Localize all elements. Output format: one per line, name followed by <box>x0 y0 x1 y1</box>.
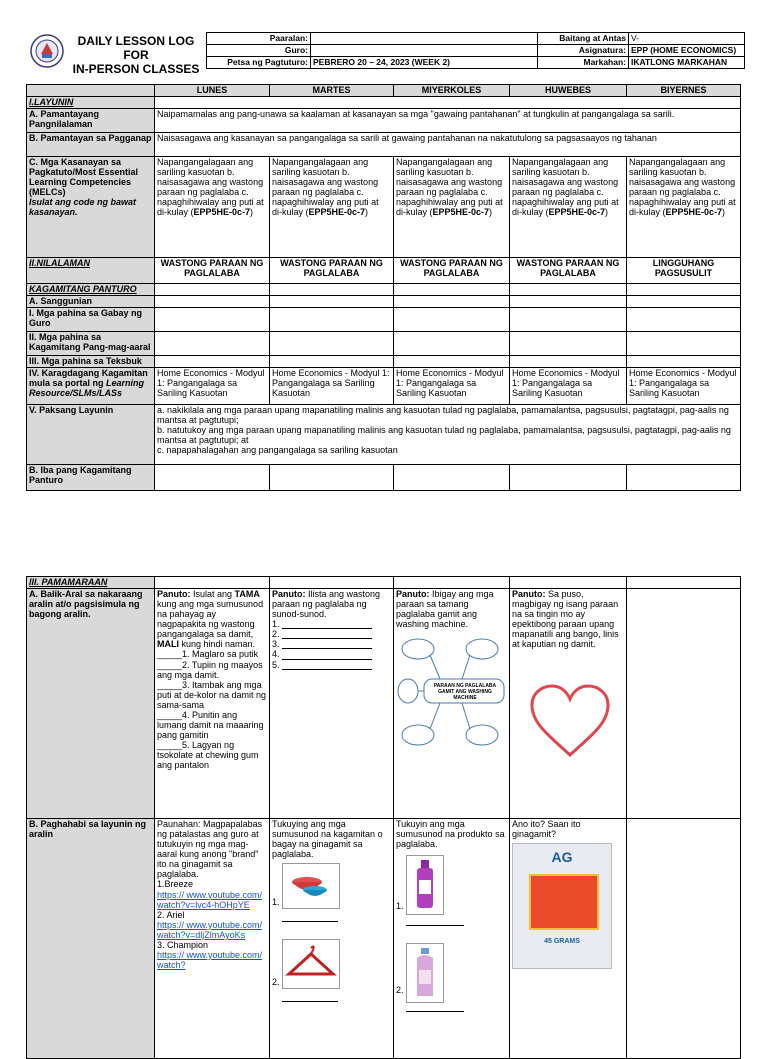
hanger-icon <box>282 939 340 989</box>
answer-line <box>282 630 372 639</box>
melc-close: ) <box>722 207 726 218</box>
karagdagang-label-text: IV. Karagdagang Kagamitan mula sa portal ng <box>29 368 148 389</box>
melcs-note: Isulat ang code ng bawat kasanayan. <box>29 197 137 218</box>
melc-text: Napangangalagaan ang sariling kasuotan b. naisasagawa ang wastong paraan ng paglalaba c. napaghihiwalay ang puti at di-kulay ( <box>512 157 619 218</box>
melc-cell-tuesday <box>270 157 394 258</box>
label-pamantayan-sa-pagganap: B. Pamantayan sa Pagganap <box>27 133 155 157</box>
melc-cell-wednesday <box>394 157 510 258</box>
answer-line <box>282 1001 338 1002</box>
diagram-center-label: PARAAN NG PAGLALABA GAMIT ANG WASHING MACHINE <box>433 683 497 702</box>
melc-code: EPP5HE-0c-7 <box>432 207 490 218</box>
balik-aral-friday <box>627 589 741 819</box>
paksang-b: b. natutukoy ang mga paraan upang mapanatiling malinis ang kasuotan tulad ng paglalaba, pamamalantsa, pagsusulsi, pagtatagpi, pag-aalis ng mantsa at pagtutupi; at <box>157 425 731 446</box>
label-melcs <box>27 157 155 258</box>
section-layunin: I.LAYUNIN <box>27 97 155 109</box>
paghahabi-tuesday <box>270 819 394 1059</box>
karagdagang-friday: Home Economics - Modyul 1: Pangangalaga sa Sariling Kasuotan <box>627 368 741 405</box>
wed-item-2-number: 2. <box>396 985 404 996</box>
petsa-value: PEBRERO 20 – 24, 2023 (WEEK 2) <box>311 57 538 69</box>
washing-machine-web-diagram <box>396 635 508 755</box>
markahan-value: IKATLONG MARKAHAN <box>629 57 745 69</box>
heart-icon <box>528 683 624 761</box>
melc-code: EPP5HE-0c-7 <box>193 207 251 218</box>
karagdagang-label-italic: Learning Resource/SLMs/LASs <box>29 378 145 399</box>
detergent-bag-grams: 45 GRAMS <box>544 938 580 946</box>
mon-a-tama: TAMA <box>234 589 260 599</box>
lesson-table-part1 <box>26 84 741 491</box>
melcs-label: C. Mga Kasanayan sa Pagkatuto/Most Essential Learning Competencies (MELCs) <box>29 157 139 198</box>
karagdagang-tuesday: Home Economics - Modyul 1: Pangangalaga sa Sariling Kasuotan <box>270 368 394 405</box>
paaralan-label: Paaralan: <box>207 33 311 45</box>
mon-a-text2: kung ang mga sumusunod na pahayag ay nagpapakita ng wastong pangangalaga sa damit, <box>157 599 264 640</box>
balik-aral-wednesday <box>394 589 510 819</box>
melc-text: Napangangalagaan ang sariling kasuotan b. naisasagawa ang wastong paraan ng paglalaba c. napaghihiwalay ang puti at di-kulay ( <box>157 157 264 218</box>
petsa-label: Petsa ng Pagtuturo: <box>207 57 311 69</box>
baitang-label: Baitang at Antas <box>538 33 629 45</box>
mon-item-3: _____3. Itambak ang mga puti at de-kolor na damit ng sama-sama <box>157 679 267 710</box>
label-pamantayang-pangnilalaman: A. Pamantayang Pangnilalaman <box>27 109 155 133</box>
karagdagang-wednesday: Home Economics - Modyul 1: Pangangalaga sa Sariling Kasuotan <box>394 368 510 405</box>
pamantayang-pangnilalaman-text: Naipamamalas ang pang-unawa sa kaalaman at kasanayan sa mga "gawaing pantahanan" at tungkulin at pangangalaga sa sarili. <box>155 109 741 133</box>
day-monday: LUNES <box>155 85 270 97</box>
tue-item-2 <box>272 933 391 1013</box>
label-karagdagang-kagamitan <box>27 368 155 405</box>
wed-a-text: Ibigay ang mga paraan sa tamang paglalaba gamit ang washing machine. <box>396 589 494 630</box>
balik-aral-thursday <box>510 589 627 819</box>
tue-a-text: Ilista ang wastong paraan ng paglalaba ng sunod-sunod. <box>272 589 381 620</box>
pamantayan-sa-pagganap-text: Naisasagawa ang kasanayan sa pangangalaga sa sarili at gawaing pantahanan na nakatutulong sa pagsasaayos ng tahanan <box>155 133 741 157</box>
paghahabi-monday <box>155 819 270 1059</box>
tue-num-1: 1. <box>272 619 280 630</box>
answer-line <box>406 925 464 926</box>
tue-b-text: Tukuying ang mga sumusunod na kagamitan o bagay na ginagamit sa paglalaba. <box>272 819 383 860</box>
melc-close: ) <box>605 207 609 218</box>
label-sanggunian: A. Sanggunian <box>27 296 155 308</box>
header-title-line1: DAILY LESSON LOG FOR <box>77 34 195 62</box>
wed-b-text: Tukuyin ang mga sumusunod na produkto sa paglalaba. <box>396 819 505 850</box>
nilalaman-wednesday: WASTONG PARAAN NG PAGLALABA <box>394 258 510 284</box>
brand-1-link[interactable]: https:// www.youtube.com/watch?v=lvc4-hOHpYE <box>157 889 263 910</box>
label-iba-pang-kagamitan: B. Iba pang Kagamitang Panturo <box>27 465 155 491</box>
section-kagamitang-panturo: KAGAMITANG PANTURO <box>27 284 155 296</box>
baitang-value: V- <box>629 33 745 45</box>
paksang-c: c. napapahalagahan ang pangangalaga sa sariling kasuotan <box>157 445 398 456</box>
melc-text: Napangangalagaan ang sariling kasuotan b. naisasagawa ang wastong paraan ng paglalaba c. napaghihiwalay ang puti at di-kulay ( <box>629 157 736 218</box>
melc-close: ) <box>489 207 493 218</box>
answer-line <box>282 651 372 660</box>
fabric-softener-bottle-icon <box>406 943 444 1003</box>
karagdagang-thursday: Home Economics - Modyul 1: Pangangalaga sa Sariling Kasuotan <box>510 368 627 405</box>
detergent-bag-brand: AG <box>551 849 573 866</box>
melc-text: Napangangalagaan ang sariling kasuotan b. naisasagawa ang wastong paraan ng paglalaba c. napaghihiwalay ang puti at di-kulay ( <box>272 157 379 218</box>
basin-icon <box>282 863 340 909</box>
brand-2-link[interactable]: https:// www.youtube.com/watch?v=dljZlmAyoKs <box>157 919 263 940</box>
day-thursday: HUWEBES <box>510 85 627 97</box>
day-tuesday: MARTES <box>270 85 394 97</box>
answer-line <box>282 640 372 649</box>
section-nilalaman: II.NILALAMAN <box>27 258 155 284</box>
paaralan-value <box>311 33 538 45</box>
melc-code: EPP5HE-0c-7 <box>665 207 723 218</box>
nilalaman-thursday: WASTONG PARAAN NG PAGLALABA <box>510 258 627 284</box>
tue-num-2: 2. <box>272 629 280 640</box>
mon-item-1: _____1. Maglaro sa putik <box>157 649 259 660</box>
asignatura-value: EPP (HOME ECONOMICS) <box>629 45 745 57</box>
mon-a-text1: Isulat ang <box>190 589 235 599</box>
melc-code: EPP5HE-0c-7 <box>308 207 366 218</box>
paksang-layunin-text <box>155 405 741 465</box>
tue-item-1 <box>272 859 391 929</box>
melc-cell-monday <box>155 157 270 258</box>
day-wednesday: MIYERKOLES <box>394 85 510 97</box>
panuto-label: Panuto: <box>512 589 546 599</box>
markahan-label: Markahan: <box>538 57 629 69</box>
header-info-table <box>206 32 745 69</box>
paghahabi-wednesday <box>394 819 510 1059</box>
label-paghahabi: B. Paghahabi sa layunin ng aralin <box>27 819 155 1059</box>
deped-seal-icon <box>30 34 64 68</box>
nilalaman-tuesday: WASTONG PARAAN NG PAGLALABA <box>270 258 394 284</box>
wed-item-1 <box>396 853 507 939</box>
melc-text: Napangangalagaan ang sariling kasuotan b. naisasagawa ang wastong paraan ng paglalaba c. napaghihiwalay ang puti at di-kulay ( <box>396 157 503 218</box>
answer-line <box>282 661 372 670</box>
label-paksang-layunin: V. Paksang Layunin <box>27 405 155 465</box>
brand-1-name: 1.Breeze <box>157 879 194 890</box>
brand-3-name: 3. Champion <box>157 939 209 950</box>
answer-line <box>406 1011 464 1012</box>
melc-code: EPP5HE-0c-7 <box>548 207 606 218</box>
brand-2-name: 2. Ariel <box>157 909 185 920</box>
paghahabi-thursday <box>510 819 627 1059</box>
panuto-label: Panuto: <box>272 589 306 599</box>
lesson-table-part2 <box>26 576 741 1059</box>
tue-item-2-number: 2. <box>272 977 280 988</box>
paksang-a: a. nakikilala ang mga paraan upang mapanatiling malinis ang kasuotan tulad ng paglalaba, pamamalantsa, pagsusulsi, pagtatagpi, pag-aalis ng mantsa at pagtutupi; <box>157 405 729 426</box>
asignatura-label: Asignatura: <box>538 45 629 57</box>
mon-item-2: _____2. Tupiin ng maayos ang mga damit. <box>157 659 263 680</box>
melc-close: ) <box>250 207 254 218</box>
melc-cell-thursday <box>510 157 627 258</box>
tue-item-1-number: 1. <box>272 897 280 908</box>
tue-num-5: 5. <box>272 659 280 670</box>
tue-num-3: 3. <box>272 639 280 650</box>
wed-item-2 <box>396 941 507 1021</box>
label-gabay-ng-guro: I. Mga pahina sa Gabay ng Guro <box>27 308 155 332</box>
day-friday: BIYERNES <box>627 85 741 97</box>
nilalaman-monday: WASTONG PARAAN NG PAGLALABA <box>155 258 270 284</box>
balik-aral-monday <box>155 589 270 819</box>
thu-a-text: Sa puso, magbigay ng isang paraan na sa tingin mo ay epektibong paraan upang mapanatili ang bango, linis at kaputian ng damit. <box>512 589 619 650</box>
balik-aral-tuesday <box>270 589 394 819</box>
mon-a-text3: kung hindi naman. <box>179 639 256 650</box>
header-title-line2: IN-PERSON CLASSES <box>72 62 200 76</box>
section-pamamaraan: III. PAMAMARAAN <box>27 577 155 589</box>
nilalaman-friday: LINGGUHANG PAGSUSULIT <box>627 258 741 284</box>
mon-a-mali: MALI <box>157 639 179 650</box>
tue-num-4: 4. <box>272 649 280 660</box>
detergent-bag-image <box>512 843 612 969</box>
panuto-label: Panuto: <box>157 589 191 599</box>
label-teksbuk: III. Mga pahina sa Teksbuk <box>27 356 155 368</box>
corner-cell <box>27 85 155 97</box>
header-block <box>26 31 744 76</box>
panuto-label: Panuto: <box>396 589 430 599</box>
paghahabi-friday <box>627 819 741 1059</box>
answer-line <box>282 921 338 922</box>
guro-label: Guro: <box>207 45 311 57</box>
wed-item-1-number: 1. <box>396 901 404 912</box>
melc-cell-friday <box>627 157 741 258</box>
label-kagamitang-pang-mag-aaral: II. Mga pahina sa Kagamitang Pang-mag-aaral <box>27 332 155 356</box>
mon-item-5: _____5. Lagyan ng tsokolate at chewing gum ang pantalon <box>157 740 259 771</box>
mon-item-4: _____4. Punitin ang lumang damit na maaaring pang gamitin <box>157 709 264 741</box>
answer-line <box>282 620 372 629</box>
label-balik-aral: A. Balik-Aral sa nakaraang aralin at/o pagsisimula ng bagong aralin. <box>27 589 155 819</box>
bleach-bottle-icon <box>406 855 444 915</box>
detergent-bag-label <box>529 874 599 930</box>
mon-b-text: Paunahan: Magpapalabas ng patalastas ang guro at tutukuyin ng mga mag-aaral kung anong "brand" ito na ginagamit sa paglalaba. <box>157 819 263 880</box>
melc-close: ) <box>365 207 369 218</box>
karagdagang-monday: Home Economics - Modyul 1: Pangangalaga sa Sariling Kasuotan <box>155 368 270 405</box>
guro-value <box>311 45 538 57</box>
thu-b-text: Ano ito? Saan ito ginagamit? <box>512 819 581 840</box>
brand-3-link[interactable]: https:// www.youtube.com/watch? <box>157 950 263 971</box>
